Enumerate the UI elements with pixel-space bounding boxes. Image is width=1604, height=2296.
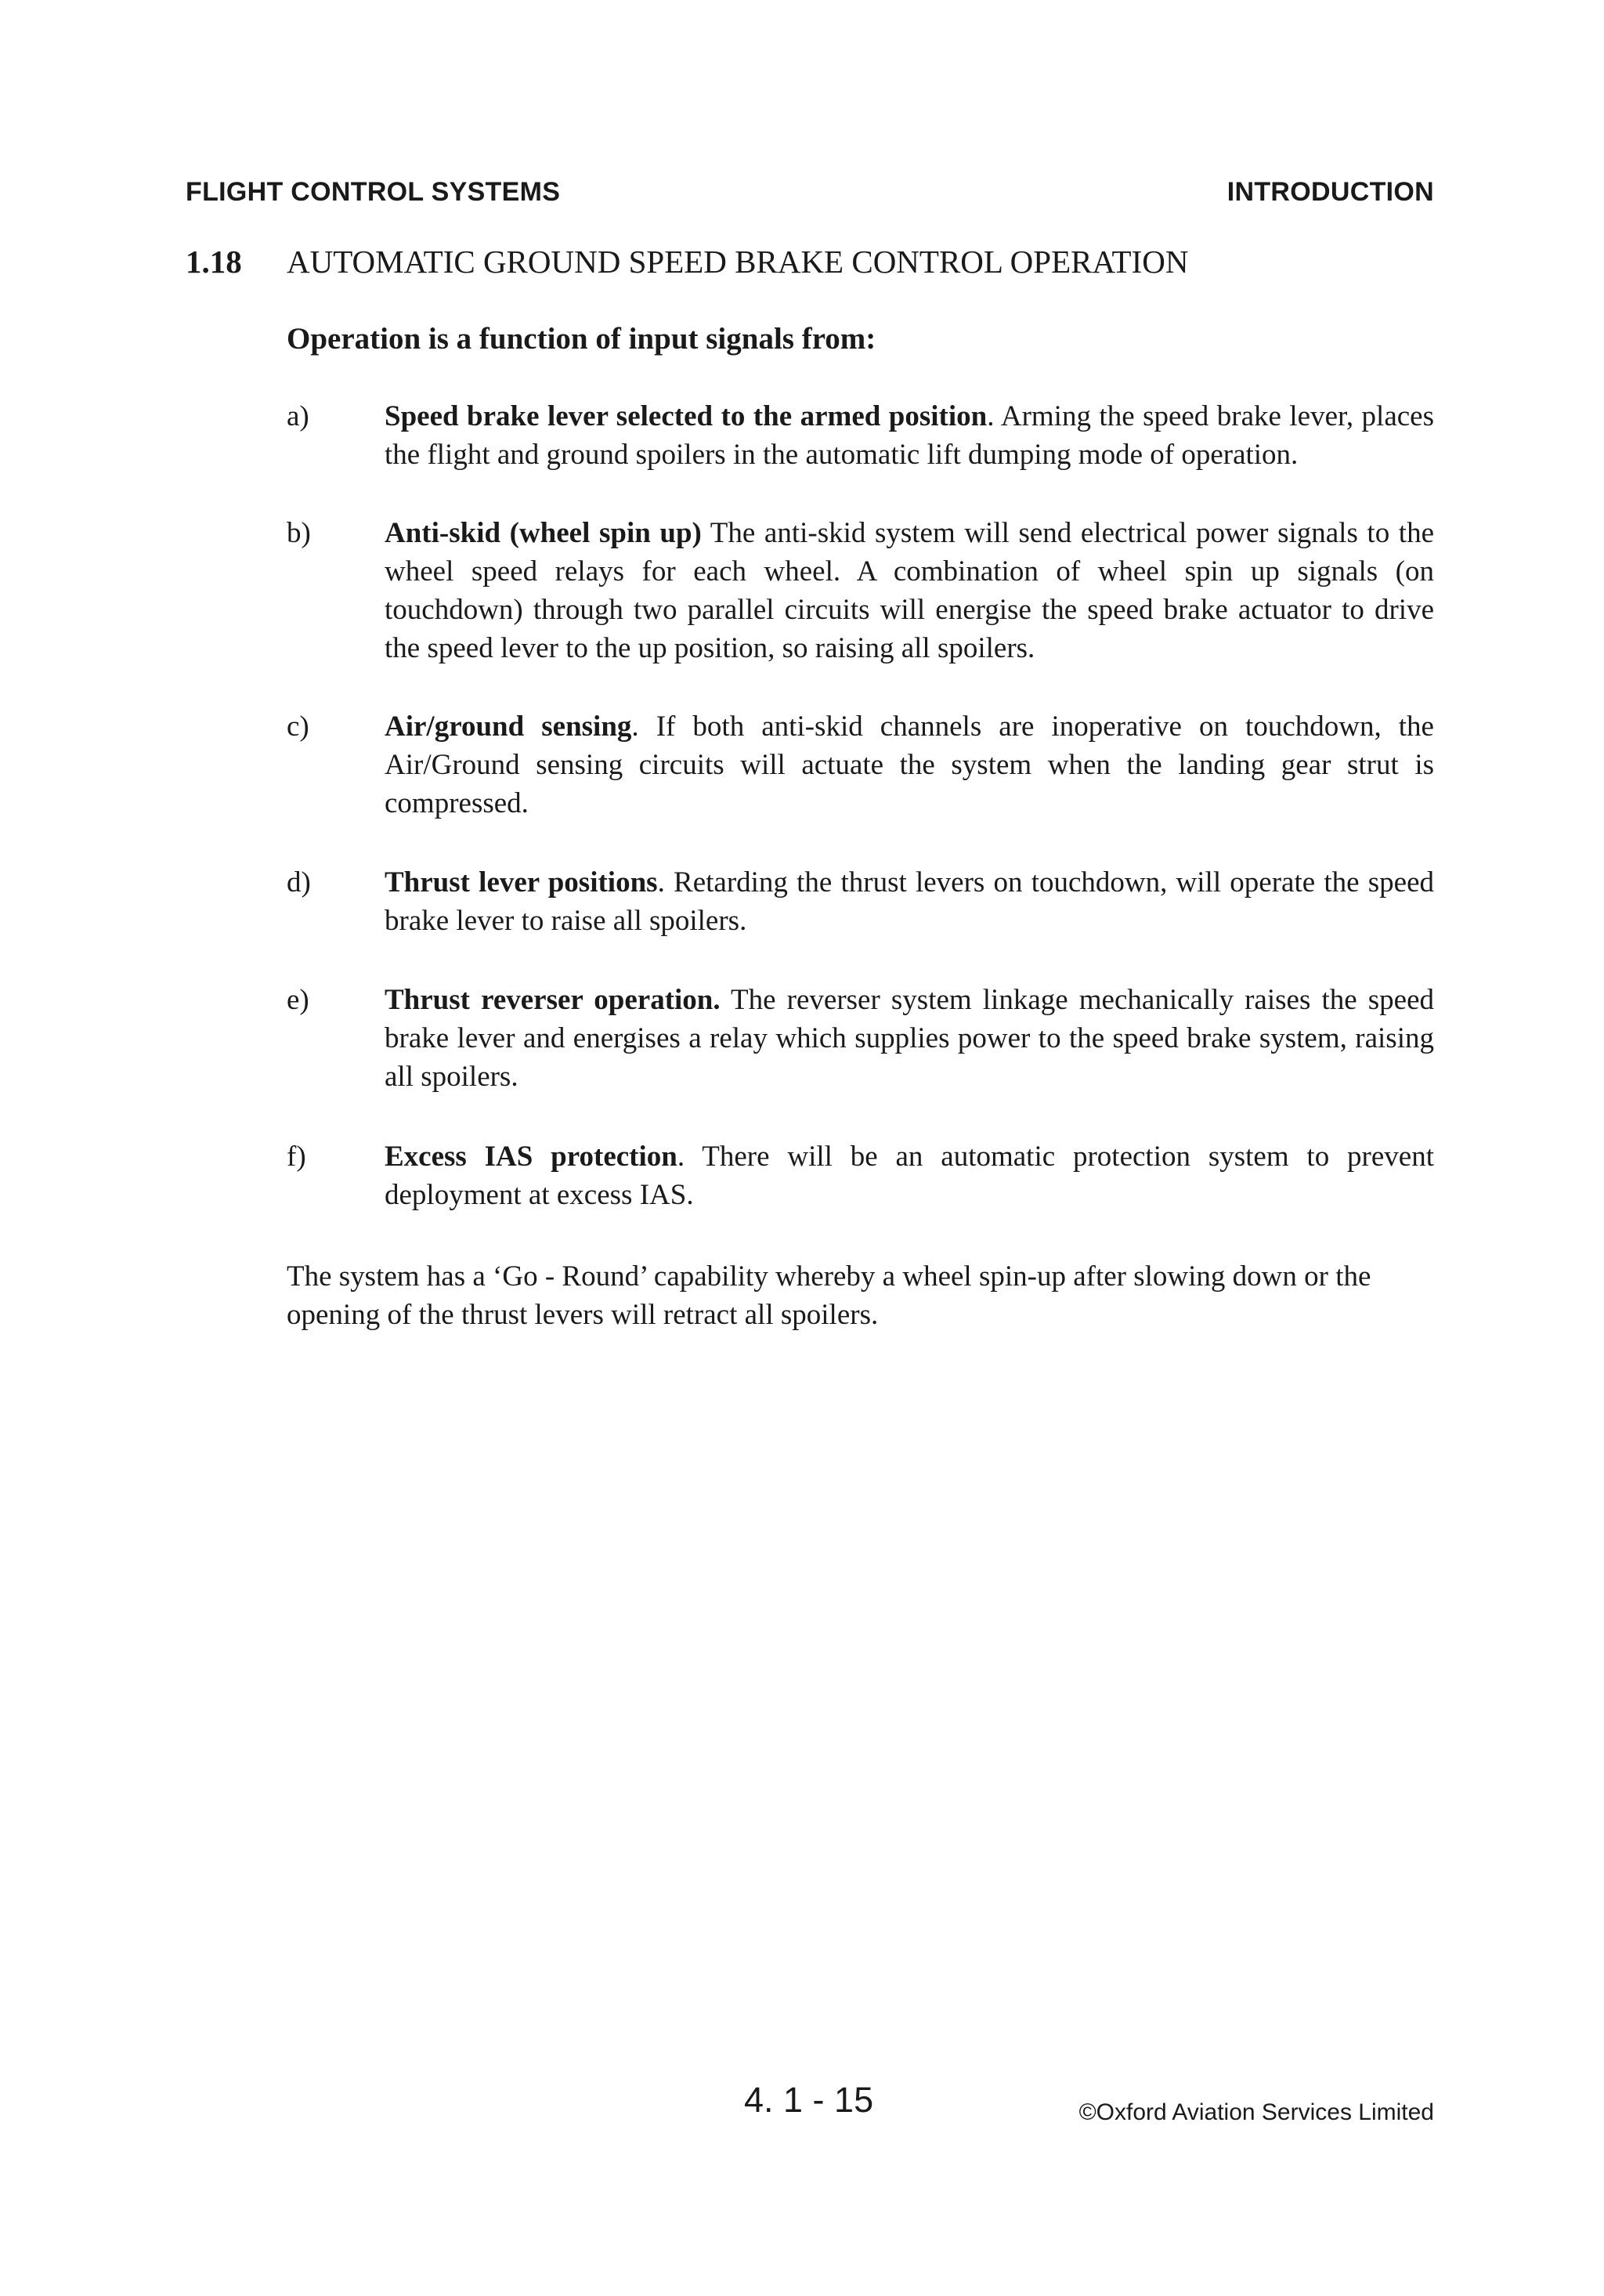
list-item-letter: c) (287, 710, 309, 743)
list-item-text (385, 863, 1434, 940)
list-item-body: The reverser system linkage mechanically raises the speed brake lever and energises a relay which supplies power to the speed brake system, raising all spoilers. (385, 984, 1434, 1093)
running-header-left: FLIGHT CONTROL SYSTEMS (186, 177, 561, 207)
list-item-letter: d) (287, 866, 311, 899)
list-item-title: Excess IAS protection (385, 1141, 677, 1173)
section-intro: Operation is a function of input signals from: (287, 322, 876, 356)
list-item-title: Anti-skid (wheel spin up) (385, 517, 702, 549)
list-item-body: The anti-skid system will send electrical power signals to the wheel speed relays for each wheel. A combination of wheel spin up signals (on touchdown) through two parallel circuits will energise the speed brake actuator to drive the speed lever to the up position, so raising all spoilers. (385, 517, 1435, 664)
list-item-body: . Retarding the thrust levers on touchdown, will operate the speed brake lever to raise all spoilers. (385, 866, 1434, 937)
list-item-body: . There will be an automatic protection system to prevent deployment at excess IAS. (385, 1141, 1434, 1211)
list-item-text (385, 1137, 1434, 1214)
section-title: AUTOMATIC GROUND SPEED BRAKE CONTROL OPERATION (287, 244, 1189, 280)
list-item-title: Speed brake lever selected to the armed position (385, 400, 988, 432)
list-item-body: . Arming the speed brake lever, places the flight and ground spoilers in the automatic lift dumping mode of operation. (385, 400, 1434, 471)
list-item-text (385, 707, 1434, 823)
copyright-notice: ©Oxford Aviation Services Limited (1078, 2099, 1434, 2125)
list-item-letter: e) (287, 984, 309, 1016)
section-number: 1.18 (186, 244, 242, 280)
closing-paragraph: The system has a ‘Go - Round’ capability whereby a wheel spin-up after slowing down or the opening of the thrust levers will retract all spoilers. (287, 1260, 1371, 1331)
list-item-letter: b) (287, 517, 311, 549)
list-item-text (385, 514, 1434, 667)
list-item-letter: a) (287, 400, 309, 432)
list-item-text (385, 397, 1434, 474)
list-item-body: . If both anti-skid channels are inoperative on touchdown, the Air/Ground sensing circuits will actuate the system when the landing gear strut is compressed. (385, 710, 1434, 819)
running-header-right: INTRODUCTION (1226, 177, 1434, 207)
list-item-title: Air/ground sensing (385, 710, 632, 743)
list-item-title: Thrust lever positions (385, 866, 658, 899)
list-item-text (385, 981, 1434, 1096)
list-item-title: Thrust reverser operation. (385, 984, 721, 1016)
list-item-letter: f) (287, 1141, 306, 1173)
page-number: 4. 1 - 15 (744, 2080, 874, 2120)
